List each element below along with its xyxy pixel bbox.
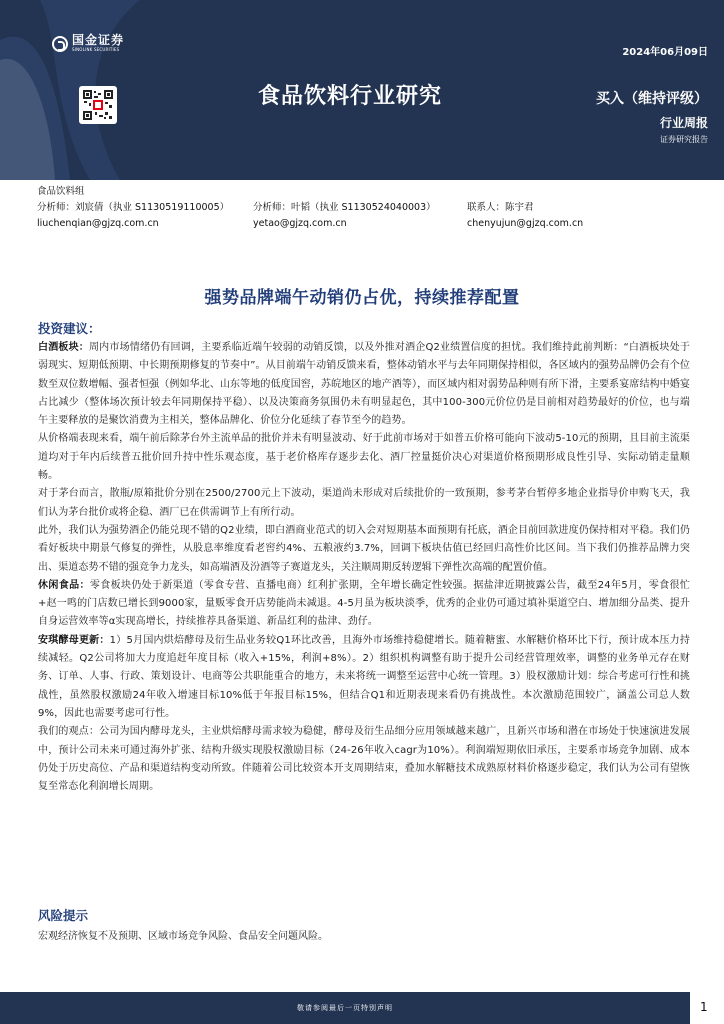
report-title: 强势品牌端午动销仍占优，持续推荐配置	[204, 288, 520, 308]
analyst-1: 分析师：刘宸倩（执业 S1130519110005）	[37, 202, 230, 213]
risk-section-title: 风险提示	[38, 908, 89, 923]
industry-title: 食品饮料行业研究	[258, 84, 443, 109]
logo-cn: 国金证券	[72, 33, 125, 47]
paragraph-outlook: 此外，我们认为强势酒企仍能兑现不错的Q2业绩，即白酒商业范式的切入会对短期基本面预期有托底，酒企目前回款进度仍保持相对平稳。我们仍看好板块中期景气修复的弹性，从股息率维度看老窖约4%、五粮液约3.7%，回调下板块估值已经回归高性价比区间。当下我们仍推荐品牌力突出、渠道态势不错的强竞争力龙头，如高端酒及汾酒等子赛道龙头，关注顺周期反转逻辑下弹性次高端的配置价值。	[38, 524, 690, 573]
footer-disclaimer[interactable]: 敬请参阅最后一页特别声明	[297, 1004, 393, 1012]
paragraph-snacks-lead: 休闲食品：	[38, 579, 90, 591]
contact: 联系人：陈宇君	[467, 202, 534, 213]
qr-code-icon	[79, 86, 117, 124]
logo-en: SINOLINK SECURITIES	[72, 47, 120, 52]
report-date: 2024年06月09日	[622, 47, 708, 58]
report-type: 行业周报	[659, 116, 708, 130]
team-name: 食品饮料组	[37, 186, 85, 197]
rating: 买入（维持评级）	[596, 91, 708, 107]
sinolink-logo	[52, 34, 124, 53]
paragraph-moutai: 对于茅台而言，散瓶/原箱批价分别在2500/2700元上下波动，渠道尚未形成对后续批价的一致预期，参考茅台暂停多地企业指导价申购飞天，我们认为茅台批价或将企稳、酒厂已在供需调节上有所行动。	[38, 488, 690, 518]
paragraph-liquor-lead: 白酒板块：	[38, 342, 89, 353]
paragraph-angel: 安琪酵母更新：1）5月国内烘焙酵母及衍生品业务较Q1环比改善，且海外市场维持稳健增长。随着糖蜜、水解糖价格环比下行，预计成本压力持续减轻。Q2公司将加大力度追赶年度目标（收入+15%，利润+8%）。2）组织机构调整有助于提升公司经营管理效率，调整的业务单元存在财务、订单、人事、行政、策划设计、电商等公共职能重合的地方，未来将统一调整至运营中心统一管理。3）股权激励计划：综合考虑可行性和挑战性，虽然股权激励24年收入增速目标10%低于年报目标15%，但结合Q1和近期表现来看仍有挑战性。本次激励范围较广，涵盖公司总人数9%，因此也需要考虑可行性。	[38, 634, 690, 719]
analyst-block	[37, 184, 583, 232]
logo-mark-icon	[52, 36, 68, 52]
body-text	[38, 339, 690, 796]
analyst-1-email[interactable]: liuchenqian@gjzq.com.cn	[37, 218, 159, 229]
paragraph-angel-lead: 安琪酵母更新：	[38, 634, 110, 646]
page-number: 1	[700, 1000, 708, 1014]
paragraph-snacks: 休闲食品：零食板块仍处于新渠道（零食专营、直播电商）红利扩张期，全年增长确定性较强。据盐津近期披露公告，截至24年5月，零食很忙+赵一鸣的门店数已增长到9000家，量贩零食开店势能尚未减退。4-5月虽为板块淡季，优秀的企业仍可通过填补渠道空白、增加细分品类、提升自身运营效率等α实现高增长，持续推荐具备渠道、新品红利的盐津、劲仔。	[38, 579, 690, 628]
report-subtype: 证券研究报告	[660, 135, 708, 144]
footer	[0, 992, 724, 1024]
paragraph-view: 我们的观点：公司为国内酵母龙头，主业烘焙酵母需求较为稳健，酵母及衍生品细分应用领域越来越广，且新兴市场和潜在市场处于快速演进发展中，预计公司未来可通过海外扩张、结构升级实现股权激励目标（24-26年收入cagr为10%）。利润端短期依旧承压，主要系市场竞争加剧、成本仍处于历史高位、产品和渠道结构变动所致。伴随着公司比较资本开支周期结束，叠加水解糖技术成熟原材料价格逐步稳定，我们认为公司有望恢复至常态化利润增长周期。	[38, 726, 690, 793]
contact-email[interactable]: chenyujun@gjzq.com.cn	[467, 218, 584, 229]
paragraph-liquor: 白酒板块：周内市场情绪仍有回调，主要系临近端午较弱的动销反馈，以及外推对酒企Q2业绩置信度的担忧。我们维持此前判断：“白酒板块处于弱现实、短期低预期、中长期预期修复的节奏中”。从目前端午动销反馈来看，整体动销水平与去年同期保持相似，各区域内的强势品牌仍会有个位数至双位数增幅、强者恒强（例如华北、山东等地的低度国窖，苏皖地区的地产酒等），而区域内相对弱势品种则有所下滑，主要系宴席结构中婚宴占比减少（整体场次预计较去年同期保持平稳）、以及决策商务氛围仍未有明显起色，其中100-300元价位仍是目前相对趋势最好的价位，也与端午主要释放的是聚饮消费为主相关，整体品牌化、价位分化延续了春节至今的趋势。	[38, 342, 690, 427]
header-band	[0, 0, 724, 180]
risk-text: 宏观经济恢复不及预期、区域市场竞争风险、食品安全问题风险。	[38, 931, 328, 942]
analyst-2: 分析师：叶韬（执业 S1130524040003）	[253, 202, 436, 213]
invest-section-title: 投资建议：	[38, 321, 101, 336]
paragraph-price: 从价格端表现来看，端午前后除茅台外主流单品的批价并未有明显波动、好于此前市场对于如普五价格可能向下波动5-10元的预期，且目前主流渠道均对于年内后续普五批价回升持中性乐观态度，基于老价格库存逐步去化、酒厂控量挺价决心对渠道价格预期形成良性引导、实际动销走量顺畅。	[38, 433, 690, 482]
analyst-2-email[interactable]: yetao@gjzq.com.cn	[253, 218, 347, 229]
